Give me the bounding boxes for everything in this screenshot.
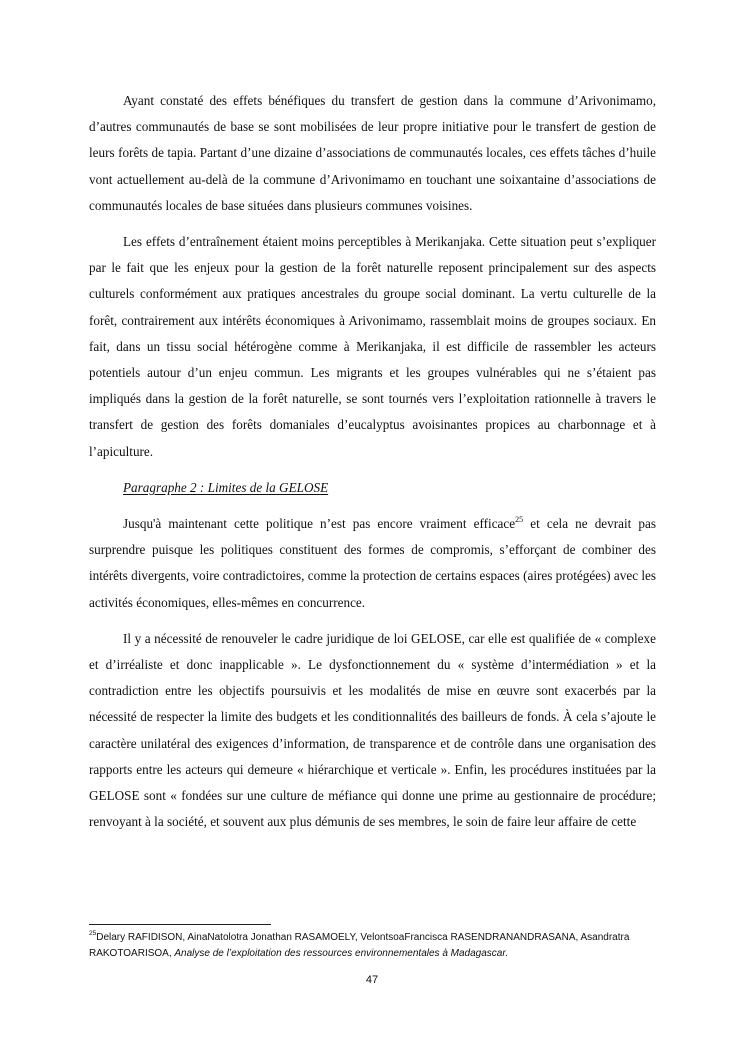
paragraph-gelose-renouvellement: Il y a nécessité de renouveler le cadre juridique de loi GELOSE, car elle est qualifiée de « complexe et d’irréaliste et donc inapplicable ». Le dysfonctionnement du « système d’intermédiation » et la contradiction entre les objectifs poursuivis et les modalités de mise en œuvre sont exacerbés par la nécessité de respecter la limite des budgets et les conditionnalités des bailleurs de fonds. À cela s’ajoute le caractère unilatéral des exigences d’information, de transparence et de contrôle dans une organisation des rapports entre les acteurs qui demeure « hiérarchique et verticale ». Enfin, les procédures instituées par la GELOSE sont « fondées sur une culture de méfiance qui donne une prime au gestionnaire de procédure; renvoyant à la société, et souvent aux plus démunis de ses membres, le soin de faire leur affaire de cette [89, 630, 656, 830]
paragraph-efficacite-end: et cela ne devrait pas surprendre puisque les politiques constituent des formes de compromis, s’efforçant de combiner des intérêts divergents, voire contradictoires, comme la protection de certains espaces (aires protégées) avec les activités économiques, elles-mêmes en concurrence. [89, 516, 656, 610]
footnote-number: 25 [89, 930, 97, 937]
footnote-authors: Delary RAFIDISON, AinaNatolotra Jonathan RASAMOELY, VelontsoaFrancisca RASENDRANANDRASANA, Asandratra RAKOTOARISOA, [89, 932, 630, 959]
footnote-reference[interactable]: 25 [515, 515, 524, 525]
paragraph-efficacite-start: Jusqu'à maintenant cette politique n’est pas encore vraiment efficace [123, 516, 516, 532]
footnote-separator [89, 924, 271, 925]
footnote [89, 930, 689, 962]
section-heading: Paragraphe 2 : Limites de la GELOSE [123, 479, 329, 495]
footnote-title: Analyse de l’exploitation des ressources environnementales à Madagascar. [174, 948, 509, 959]
paragraph-arivonimamo: Ayant constaté des effets bénéfiques du transfert de gestion dans la commune d’Arivonimamo, d’autres communautés de base se sont mobilisées de leur propre initiative pour le transfert de gestion de leurs forêts de tapia. Partant d’une dizaine d’associations de communautés locales, ces effets tâches d’huile vont actuellement au-delà de la commune d’Arivonimamo en touchant une soixantaine d’associations de communautés locales de base situées dans plusieurs communes voisines. [89, 93, 656, 213]
body-text [89, 88, 656, 845]
paragraph-merikanjaka: Les effets d’entraînement étaient moins perceptibles à Merikanjaka. Cette situation peut s’expliquer par le fait que les enjeux pour la gestion de la forêt naturelle reposent principalement sur des aspects culturels conformément aux pratiques ancestrales du groupe social dominant. La vertu culturelle de la forêt, contrairement aux intérêts économiques à Arivonimamo, rassemblait moins de groupes sociaux. En fait, dans un tissu social hétérogène comme à Merikanjaka, il est difficile de rassembler les acteurs potentiels autour d’un enjeu commun. Les migrants et les groupes vulnérables qui ne s’étaient pas impliqués dans la gestion de la forêt naturelle, se sont tournés vers l’exploitation rationnelle à travers le transfert de gestion des forêts domaniales d’eucalyptus avoisinantes propices au charbonnage et à l’apiculture. [89, 234, 656, 459]
page-number: 47 [365, 974, 379, 986]
paragraph-efficacite [89, 511, 656, 616]
